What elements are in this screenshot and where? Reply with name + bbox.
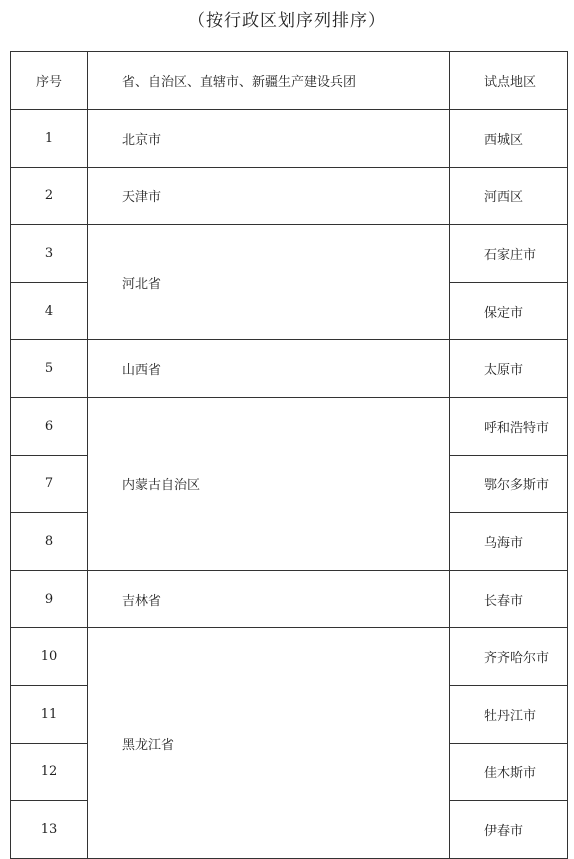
row-area: 太原市 bbox=[450, 340, 568, 398]
row-seq: 10 bbox=[11, 628, 88, 686]
row-province: 黑龙江省 bbox=[88, 628, 450, 858]
row-seq: 8 bbox=[11, 513, 88, 571]
table-row bbox=[11, 628, 568, 686]
row-area: 西城区 bbox=[450, 110, 568, 168]
row-province: 吉林省 bbox=[88, 570, 450, 628]
header-area: 试点地区 bbox=[450, 52, 568, 110]
row-province: 天津市 bbox=[88, 167, 450, 225]
row-province: 内蒙古自治区 bbox=[88, 397, 450, 570]
row-seq: 4 bbox=[11, 282, 88, 340]
row-seq: 11 bbox=[11, 685, 88, 743]
row-seq: 7 bbox=[11, 455, 88, 513]
row-province: 山西省 bbox=[88, 340, 450, 398]
row-area: 长春市 bbox=[450, 570, 568, 628]
row-area: 鄂尔多斯市 bbox=[450, 455, 568, 513]
row-area: 齐齐哈尔市 bbox=[450, 628, 568, 686]
page-title: （按行政区划序列排序） bbox=[188, 11, 386, 31]
row-seq: 1 bbox=[11, 110, 88, 168]
row-area: 牡丹江市 bbox=[450, 685, 568, 743]
table-header-row bbox=[11, 52, 568, 110]
row-seq: 2 bbox=[11, 167, 88, 225]
row-seq: 13 bbox=[11, 801, 88, 859]
table-row bbox=[11, 110, 568, 168]
row-seq: 5 bbox=[11, 340, 88, 398]
row-seq: 6 bbox=[11, 397, 88, 455]
row-area: 佳木斯市 bbox=[450, 743, 568, 801]
row-area: 河西区 bbox=[450, 167, 568, 225]
row-seq: 12 bbox=[11, 743, 88, 801]
table-row bbox=[11, 570, 568, 628]
header-province: 省、自治区、直辖市、新疆生产建设兵团 bbox=[88, 52, 450, 110]
table-row bbox=[11, 397, 568, 455]
row-province: 河北省 bbox=[88, 225, 450, 340]
table-row bbox=[11, 167, 568, 225]
row-seq: 3 bbox=[11, 225, 88, 283]
header-seq: 序号 bbox=[11, 52, 88, 110]
row-area: 石家庄市 bbox=[450, 225, 568, 283]
row-area: 乌海市 bbox=[450, 513, 568, 571]
table-row bbox=[11, 340, 568, 398]
pilot-areas-table bbox=[10, 51, 568, 859]
table-row bbox=[11, 225, 568, 283]
row-province: 北京市 bbox=[88, 110, 450, 168]
row-area: 保定市 bbox=[450, 282, 568, 340]
row-area: 伊春市 bbox=[450, 801, 568, 859]
row-area: 呼和浩特市 bbox=[450, 397, 568, 455]
row-seq: 9 bbox=[11, 570, 88, 628]
